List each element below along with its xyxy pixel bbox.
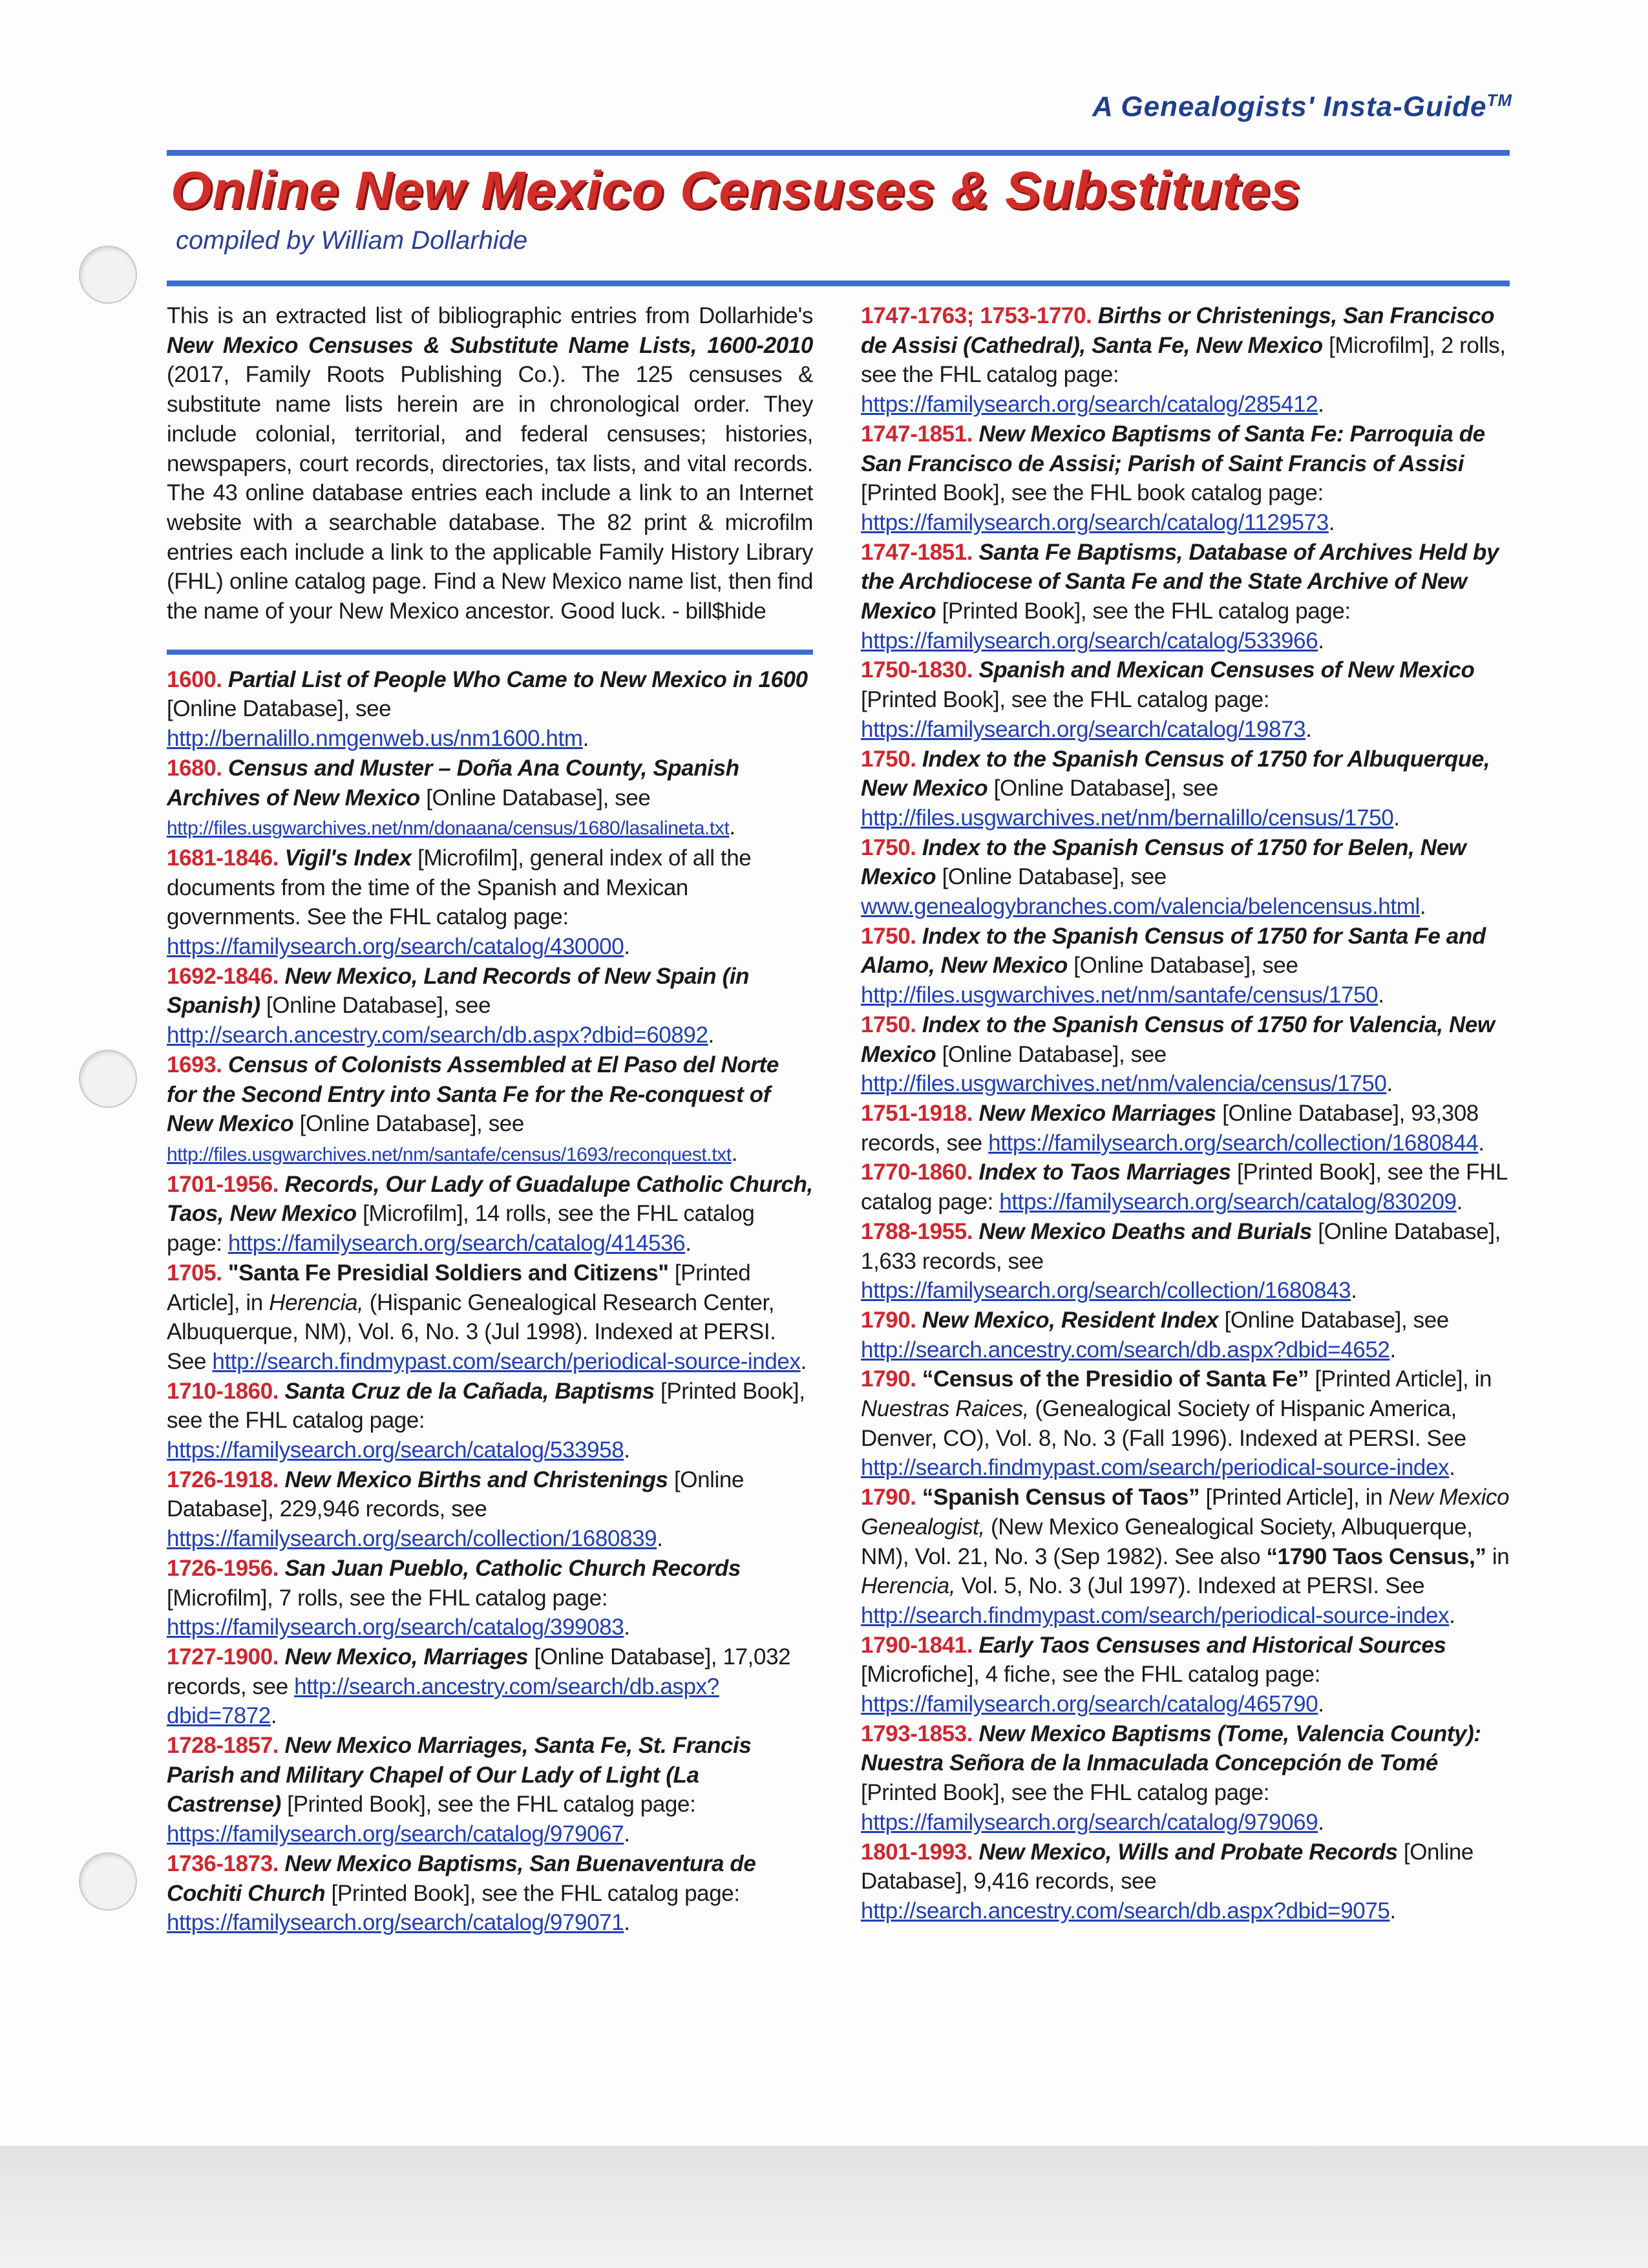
entry-title: Vigil's Index (284, 845, 412, 871)
entry-year: 1681-1846. (167, 845, 285, 871)
scan-background (0, 2146, 1648, 2268)
entry-end: . (1419, 894, 1426, 920)
entry-link[interactable]: https://familysearch.org/search/collection/1680843 (861, 1278, 1351, 1304)
entry-text: [Online Database], 17,032 records, see (167, 1644, 791, 1699)
intro-text-1: This is an extracted list of bibliographic entries from Dollarhide's (167, 303, 813, 328)
entry-text: [Printed Book], see the FHL catalog page: (936, 599, 1351, 624)
entry-title: Index to the Spanish Census of 1750 for Belen, New Mexico (861, 834, 1466, 890)
column-divider (167, 650, 813, 655)
entry-end: . (1449, 1602, 1455, 1628)
entry-year: 1600. (167, 666, 228, 692)
entry-year: 1710-1860. (167, 1378, 285, 1404)
entry-link[interactable]: http://search.findmypast.com/search/periodical-source-index (861, 1455, 1450, 1481)
entry-title: New Mexico Marriages, Santa Fe, St. Francis Parish and Military Chapel of Our Lady of Light (La Castrense) (167, 1733, 752, 1818)
entry-title: Records, Our Lady of Guadalupe Catholic Church, Taos, New Mexico (167, 1171, 813, 1227)
entry-year: 1790. (861, 1366, 922, 1392)
list-item (167, 754, 813, 843)
entry-title: San Juan Pueblo, Catholic Church Records (284, 1555, 741, 1581)
entry-text: [Online Database], see (936, 1041, 1167, 1067)
list-item (861, 1010, 1514, 1099)
punch-hole-top (79, 246, 137, 304)
entry-link[interactable]: https://familysearch.org/search/catalog/430000 (167, 934, 624, 960)
entry-end: . (708, 1023, 714, 1048)
entry-link[interactable]: https://familysearch.org/search/catalog/533966 (861, 628, 1318, 653)
entry-journal: Herencia, (861, 1573, 956, 1599)
entry-title: Index to the Spanish Census of 1750 for Albuquerque, New Mexico (861, 746, 1490, 801)
page-title: Online New Mexico Censuses & Substitutes (171, 161, 1301, 220)
entry-end: . (624, 934, 630, 960)
entry-year: 1788-1955. (861, 1218, 979, 1244)
entry-text: [Online Database], see (936, 864, 1167, 890)
entry-title: Santa Cruz de la Cañada, Baptisms (284, 1378, 655, 1404)
entry-link[interactable]: https://familysearch.org/search/catalog/465790 (861, 1691, 1318, 1717)
list-item (167, 1050, 813, 1170)
entry-journal: New Mexico Genealogist, (861, 1485, 1510, 1540)
right-entry-list (861, 301, 1514, 1926)
entry-end: . (1318, 1691, 1324, 1717)
list-item (167, 1554, 813, 1642)
entry-title: New Mexico Baptisms, San Buenaventura de Cochiti Church (167, 1850, 756, 1906)
list-item (167, 1642, 813, 1731)
list-item (167, 1170, 813, 1258)
entry-text: [Online Database], see (1067, 953, 1298, 979)
entry-journal: Nuestras Raices, (861, 1396, 1030, 1422)
entry-end: . (1389, 1898, 1396, 1924)
entry-end: . (729, 814, 735, 840)
list-item (167, 843, 813, 962)
intro-paragraph (167, 301, 813, 626)
list-item (167, 1258, 813, 1377)
header-rule-bottom (167, 281, 1510, 286)
entry-text: [Online Database], 229,946 records, see (167, 1467, 745, 1522)
entry-year: 1726-1956. (167, 1555, 285, 1581)
entry-title: Index to Taos Marriages (978, 1160, 1231, 1185)
list-item (861, 1217, 1514, 1306)
punch-hole-middle (79, 1050, 137, 1108)
entry-text: [Microfiche], 4 fiche, see the FHL catalog page: (861, 1662, 1320, 1688)
entry-link[interactable]: https://familysearch.org/search/catalog/285412 (861, 392, 1318, 418)
entry-text: [Online Database], see (293, 1111, 524, 1137)
list-item (861, 1838, 1514, 1926)
entry-end: . (800, 1348, 807, 1374)
list-item (861, 745, 1514, 833)
left-entry-list (167, 665, 813, 1938)
list-item (167, 1377, 813, 1465)
entry-link[interactable]: https://familysearch.org/search/catalog/979071 (167, 1910, 624, 1936)
entry-year: 1790-1841. (861, 1632, 979, 1658)
entry-journal: Herencia, (269, 1289, 364, 1315)
entry-text: (Hispanic Genealogical Research Center, Albuquerque, NM), Vol. 6, No. 3 (Jul 1998). Indexed at PERSI. See (167, 1289, 776, 1374)
list-item (167, 1465, 813, 1554)
entry-text: [Printed Book], see the FHL catalog page: (861, 687, 1270, 713)
left-column (167, 301, 813, 1938)
entry-year: 1770-1860. (861, 1160, 979, 1185)
entry-title: Early Taos Censuses and Historical Sources (978, 1632, 1446, 1658)
entry-text: [Online Database], see (1218, 1307, 1449, 1333)
list-item (861, 1483, 1514, 1631)
entry-title: Spanish and Mexican Censuses of New Mexico (978, 657, 1475, 683)
entry-end: . (1351, 1278, 1357, 1304)
entry-link[interactable]: https://familysearch.org/search/catalog/533958 (167, 1437, 624, 1463)
entry-text: [Online Database], 1,633 records, see (861, 1218, 1501, 1274)
entry-link[interactable]: https://familysearch.org/search/catalog/830209 (999, 1189, 1457, 1215)
entry-title: Santa Fe Baptisms, Database of Archives Held by the Archdiocese of Santa Fe and the State Archive of New Mexico (861, 539, 1499, 624)
entry-link[interactable]: http://files.usgwarchives.net/nm/donaana/census/1680/lasalineta.txt (167, 818, 730, 840)
entry-year: 1728-1857. (167, 1733, 285, 1759)
entry-text: [Online Database], 9,416 records, see (861, 1839, 1474, 1894)
entry-link[interactable]: https://familysearch.org/search/catalog/979067 (167, 1821, 624, 1847)
list-item (861, 538, 1514, 656)
entry-link[interactable]: https://familysearch.org/search/catalog/1129573 (861, 509, 1329, 535)
entry-link[interactable]: http://files.usgwarchives.net/nm/bernalillo/census/1750 (861, 805, 1394, 831)
entry-link[interactable]: http://files.usgwarchives.net/nm/santafe/census/1750 (861, 982, 1379, 1008)
entry-text: [Printed Book], see the FHL book catalog page: (861, 480, 1324, 506)
entry-link[interactable]: https://familysearch.org/search/catalog/399083 (167, 1615, 624, 1640)
entry-title: "Santa Fe Presidial Soldiers and Citizens" (227, 1260, 669, 1286)
entry-year: 1750. (861, 834, 922, 860)
entry-year: 1750. (861, 1012, 922, 1037)
entry-end: . (624, 1437, 630, 1463)
entry-text: Vol. 5, No. 3 (Jul 1997). Indexed at PERSI. See (955, 1573, 1425, 1599)
entry-link[interactable]: https://familysearch.org/search/collection/1680844 (988, 1130, 1479, 1156)
list-item (861, 1631, 1514, 1719)
list-item (167, 962, 813, 1050)
entry-year: 1747-1851. (861, 421, 979, 447)
entry-title: Births or Christenings, San Francisco de Assisi (Cathedral), Santa Fe, New Mexico (861, 303, 1495, 358)
entry-link[interactable]: https://familysearch.org/search/catalog/414536 (227, 1231, 686, 1256)
entry-end: . (1456, 1189, 1463, 1215)
entry-link[interactable]: http://search.ancestry.com/search/db.aspx?dbid=60892 (167, 1023, 708, 1048)
entry-year: 1747-1851. (861, 539, 979, 565)
entry-year: 1750-1830. (861, 657, 979, 683)
entry-end: . (1386, 1071, 1393, 1097)
entry-text: [Online Database], see (260, 993, 491, 1019)
entry-end: . (624, 1910, 630, 1936)
entry-link[interactable]: http://bernalillo.nmgenweb.us/nm1600.htm (167, 726, 583, 752)
entry-title: New Mexico Births and Christenings (284, 1467, 668, 1492)
entry-end: . (657, 1526, 663, 1552)
entry-text: [Printed Book], see the FHL catalog page: (861, 1780, 1270, 1806)
entry-year: 1750. (861, 923, 922, 949)
entry-end: . (731, 1140, 738, 1166)
intro-text-2: (2017, Family Roots Publishing Co.). The 125 censuses & substitute name lists herein are in chronological order. They include colonial, territorial, and federal censuses; histories, newspapers, court records, directories, tax lists, and vital records. The 43 online database entries each include a link to an Internet website with a searchable database. The 82 print & microfilm entries each include a link to the applicable Family History Library (FHL) online catalog page. Find a New Mexico name list, then find the name of your New Mexico ancestor. Good luck. - bill$hide (167, 362, 813, 624)
entry-year: 1747-1763; 1753-1770. (861, 303, 1098, 328)
list-item (861, 1719, 1514, 1838)
entry-link[interactable]: www.genealogybranches.com/valencia/belencensus.html (861, 894, 1420, 920)
entry-year: 1692-1846. (167, 963, 285, 989)
entry-end: . (270, 1703, 277, 1729)
entry-year: 1750. (861, 746, 922, 772)
list-item (861, 1099, 1514, 1158)
entry-end: . (582, 726, 589, 752)
header-rule-top (167, 150, 1510, 156)
entry-title: New Mexico, Wills and Probate Records (978, 1839, 1398, 1865)
entry-year: 1801-1993. (861, 1839, 979, 1865)
entry-end: . (624, 1615, 630, 1640)
entry-title: Index to the Spanish Census of 1750 for Santa Fe and Alamo, New Mexico (861, 923, 1486, 979)
list-item (861, 301, 1514, 419)
entry-title: Partial List of People Who Came to New Mexico in 1600 (227, 666, 808, 692)
entry-year: 1705. (167, 1260, 228, 1286)
entry-text: [Online Database], 93,308 records, see (861, 1100, 1479, 1156)
entry-text: (Genealogical Society of Hispanic America, Denver, CO), Vol. 8, No. 3 (Fall 1996). Indexed at PERSI. See (861, 1396, 1466, 1451)
entry-text: [Printed Article], in (1309, 1366, 1492, 1392)
entry-link[interactable]: http://search.findmypast.com/search/periodical-source-index (212, 1348, 801, 1374)
entry-link[interactable]: https://familysearch.org/search/catalog/19873 (861, 716, 1306, 742)
guide-title-text: A Genealogists' Insta-Guide (1092, 90, 1487, 123)
punch-hole-bottom (79, 1852, 137, 1911)
entry-text: in (1486, 1543, 1510, 1569)
entry-end: . (1478, 1130, 1484, 1156)
entry-link[interactable]: https://familysearch.org/search/collection/1680839 (167, 1526, 657, 1552)
entry-title: New Mexico Baptisms of Santa Fe: Parroquia de San Francisco de Assisi; Parish of Saint Francis of Assisi (861, 421, 1485, 476)
entry-text: (New Mexico Genealogical Society, Albuquerque, NM), Vol. 21, No. 3 (Sep 1982). See also (861, 1514, 1473, 1569)
list-item (861, 1306, 1514, 1364)
entry-end: . (624, 1821, 630, 1847)
entry-title: “Spanish Census of Taos” (922, 1485, 1200, 1510)
right-column (861, 301, 1514, 1926)
entry-year: 1693. (167, 1052, 228, 1077)
entry-year: 1726-1918. (167, 1467, 285, 1492)
entry-text: [Printed Book], see the FHL catalog page: (167, 1378, 805, 1434)
entry-end: . (1389, 1337, 1396, 1362)
intro-book-title: New Mexico Censuses & Substitute Name Lists, 1600-2010 (167, 332, 813, 358)
entry-link[interactable]: http://search.ancestry.com/search/db.aspx?dbid=4652 (861, 1337, 1390, 1362)
entry-year: 1751-1918. (861, 1100, 979, 1126)
entry-end: . (1393, 805, 1400, 831)
entry-link[interactable]: http://files.usgwarchives.net/nm/santafe/census/1693/reconquest.txt (167, 1143, 732, 1165)
compiled-by: compiled by William Dollarhide (176, 226, 528, 255)
entry-text: [Microfilm], 7 rolls, see the FHL catalog page: (167, 1585, 608, 1611)
list-item (861, 1158, 1514, 1216)
entry-end: . (1378, 982, 1384, 1008)
entry-year: 1680. (167, 755, 228, 781)
entry-title: New Mexico, Land Records of New Spain (in Spanish) (167, 963, 750, 1019)
entry-title: “Census of the Presidio of Santa Fe” (922, 1366, 1309, 1392)
entry-text: [Microfilm], general index of all the documents from the time of the Spanish and Mexican governments. See the FHL catalog page: (167, 845, 752, 930)
entry-link[interactable]: http://search.findmypast.com/search/periodical-source-index (861, 1602, 1450, 1628)
entry-link[interactable]: http://search.ancestry.com/search/db.aspx?dbid=9075 (861, 1898, 1390, 1924)
list-item (861, 655, 1514, 744)
entry-title: New Mexico Marriages (978, 1100, 1216, 1126)
entry-title: New Mexico, Resident Index (922, 1307, 1219, 1333)
entry-end: . (1328, 509, 1335, 535)
entry-link[interactable]: https://familysearch.org/search/catalog/979069 (861, 1809, 1318, 1835)
entry-text: [Printed Article], in (167, 1260, 751, 1315)
entry-text: [Printed Book], see the FHL catalog page: (861, 1160, 1507, 1215)
entry-year: 1736-1873. (167, 1850, 285, 1876)
entry-end: . (1318, 1809, 1324, 1835)
list-item (167, 1731, 813, 1849)
entry-text: [Online Database], see (419, 785, 651, 811)
list-item (167, 665, 813, 754)
list-item (861, 419, 1514, 538)
entry-text: [Online Database], see (167, 696, 392, 722)
entry-text: [Online Database], see (988, 776, 1218, 801)
guide-series-title (1092, 90, 1512, 123)
entry-title: New Mexico Baptisms (Tome, Valencia County): Nuestra Señora de la Inmaculada Concepción de Tomé (861, 1721, 1481, 1776)
entry-title: New Mexico Deaths and Burials (978, 1218, 1312, 1244)
entry-title: “1790 Taos Census,” (1266, 1543, 1486, 1569)
entry-year: 1701-1956. (167, 1171, 285, 1197)
entry-end: . (1318, 392, 1324, 418)
list-item (861, 833, 1514, 922)
entry-year: 1727-1900. (167, 1644, 285, 1669)
entry-year: 1790. (861, 1307, 922, 1333)
entry-title: Census and Muster – Doña Ana County, Spanish Archives of New Mexico (167, 755, 739, 811)
entry-end: . (685, 1231, 692, 1256)
entry-title: Index to the Spanish Census of 1750 for Valencia, New Mexico (861, 1012, 1495, 1067)
entry-end: . (1305, 716, 1312, 742)
entry-year: 1790. (861, 1485, 922, 1510)
entry-end: . (1449, 1455, 1455, 1481)
entry-text: [Printed Book], see the FHL catalog page: (280, 1792, 696, 1818)
entry-text: [Microfilm], 2 rolls, see the FHL catalog page: (861, 332, 1506, 388)
entry-text: [Printed Article], in (1199, 1485, 1389, 1510)
entry-title: New Mexico, Marriages (284, 1644, 529, 1669)
entry-link[interactable]: http://search.ancestry.com/search/db.aspx?dbid=7872 (167, 1673, 719, 1729)
entry-title: Census of Colonists Assembled at El Paso del Norte for the Second Entry into Santa Fe for the Re-conquest of New Mexico (167, 1052, 779, 1137)
trademark-mark: TM (1486, 90, 1512, 110)
entry-text: [Printed Book], see the FHL catalog page: (325, 1880, 740, 1906)
list-item (167, 1849, 813, 1938)
entry-end: . (1318, 628, 1324, 653)
entry-year: 1793-1853. (861, 1721, 979, 1746)
list-item (861, 922, 1514, 1010)
entry-text: [Microfilm], 14 rolls, see the FHL catalog page: (167, 1201, 755, 1256)
list-item (861, 1364, 1514, 1483)
entry-link[interactable]: http://files.usgwarchives.net/nm/valencia/census/1750 (861, 1071, 1387, 1097)
